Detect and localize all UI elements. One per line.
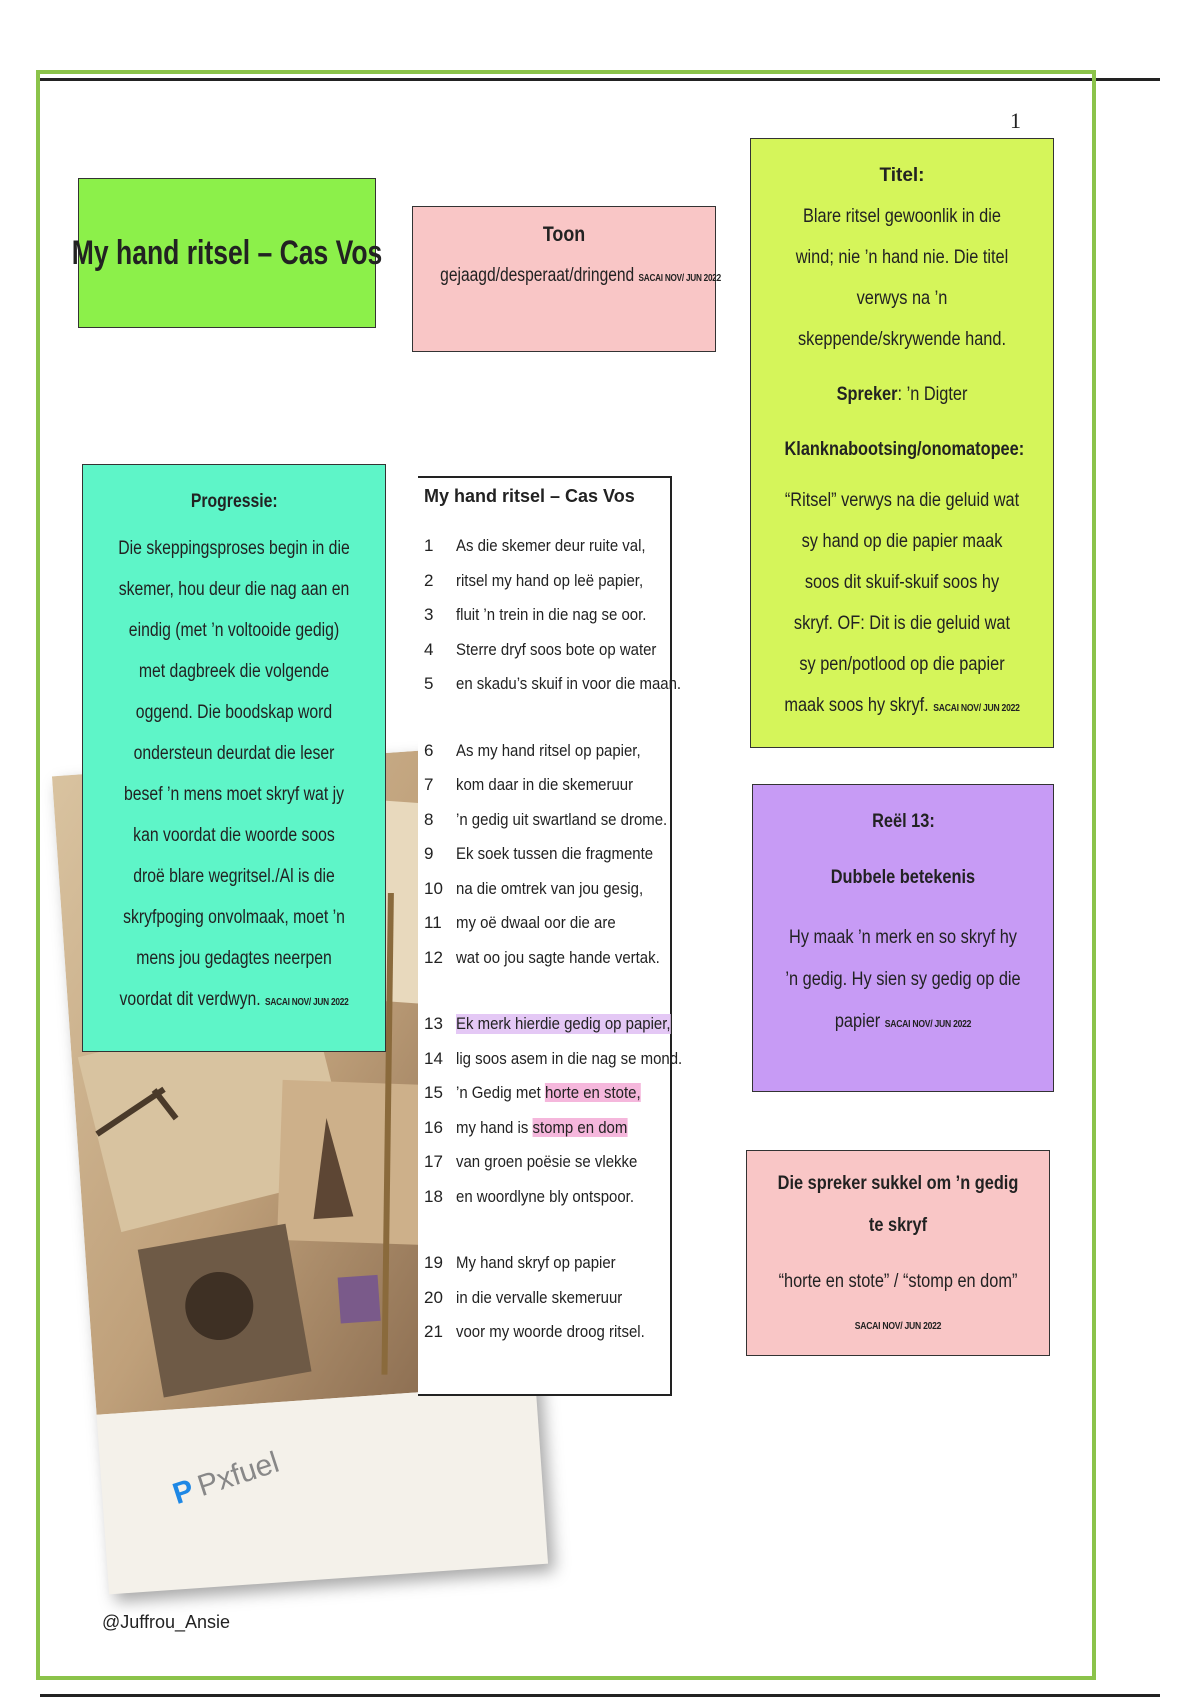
line-text: Ek soek tussen die fragmente [456, 844, 654, 864]
line-number: 21 [424, 1322, 443, 1342]
line-number: 4 [424, 639, 434, 659]
poem-line [424, 667, 682, 702]
poem-line [424, 803, 670, 838]
line-number: 1 [424, 536, 434, 556]
reel-subheading: Dubbele betekenis [830, 867, 976, 888]
line-number: 19 [424, 1253, 443, 1273]
poem-line [424, 1111, 670, 1146]
line-text: Ek merk hierdie gedig op papier, [456, 1014, 671, 1034]
toon-body: gejaagd/desperaat/dringend SACAI NOV/ JUN 2022 [440, 265, 721, 286]
line-text: my hand is stomp en dom [456, 1117, 628, 1137]
line-text: in die vervalle skemeruur [456, 1287, 623, 1307]
poem-line [424, 529, 670, 564]
line-text: en skadu’s skuif in voor die maan. [456, 674, 682, 694]
reel-body: Hy maak ’n merk en so skryf hy ’n gedig. Hy sien sy gedig op die papier SACAI NOV/ JUN 2022 [785, 927, 1021, 1032]
line-text: my oë dwaal oor die are [456, 913, 616, 933]
titel-body: Blare ritsel gewoonlik in die wind; nie ’n hand nie. Die titel verwys na ’n skeppende/skrywende hand. [795, 206, 1009, 350]
line-text: ’n Gedig met horte en stote, [456, 1083, 641, 1103]
klank-heading: Klanknabootsing/onomatopee: [784, 439, 1025, 460]
poem-line [424, 1042, 683, 1077]
line-text: As die skemer deur ruite val, [456, 536, 646, 556]
reel-source: SACAI NOV/ JUN 2022 [884, 1019, 972, 1030]
poem-line [424, 1246, 670, 1281]
line-number: 9 [424, 844, 434, 864]
titel-box [750, 138, 1054, 748]
toon-box [412, 206, 721, 352]
poem-title-box [71, 178, 383, 328]
line-number: 2 [424, 570, 434, 590]
poem-line [424, 768, 670, 803]
poem-line [424, 1180, 670, 1215]
reel-13-box [752, 784, 1054, 1092]
sukkel-heading: Die spreker sukkel om ’n gedig te skryf [777, 1173, 1019, 1236]
toon-heading: Toon [542, 223, 586, 246]
poem-line [424, 906, 670, 941]
poem-line [424, 633, 670, 668]
line-number: 18 [424, 1186, 443, 1206]
line-text: wat oo jou sagte hande vertak. [456, 947, 660, 967]
poem-text-title: My hand ritsel – Cas Vos [424, 486, 635, 506]
poem-line [424, 1007, 670, 1042]
spreker-value: : ’n Digter [897, 384, 968, 405]
stanza-gap [424, 975, 670, 1007]
spreker-label: Spreker [836, 384, 898, 405]
progressie-box [82, 464, 386, 1052]
pxfuel-logo-icon: P [168, 1473, 199, 1512]
poem-text [418, 476, 683, 1396]
titel-source: SACAI NOV/ JUN 2022 [933, 703, 1020, 714]
toon-source: SACAI NOV/ JUN 2022 [638, 273, 721, 284]
line-number: 12 [424, 947, 443, 967]
line-number: 16 [424, 1117, 443, 1137]
poem-line [424, 564, 670, 599]
poem-lines [424, 529, 683, 1350]
progressie-source: SACAI NOV/ JUN 2022 [265, 997, 349, 1008]
line-number: 13 [424, 1014, 443, 1034]
line-number: 17 [424, 1152, 443, 1172]
line-text: na die omtrek van jou gesig, [456, 878, 644, 898]
line-number: 5 [424, 674, 434, 694]
poem-line [424, 1076, 670, 1111]
stanza-gap [424, 1214, 670, 1246]
sukkel-body: “horte en stote” / “stomp en dom” SACAI NOV/ JUN 2022 [778, 1271, 1018, 1332]
line-number: 20 [424, 1287, 443, 1307]
reel-heading: Reël 13: [871, 811, 935, 832]
poem-line [424, 1281, 670, 1316]
line-text: lig soos asem in die nag se mond. [456, 1048, 683, 1068]
line-number: 3 [424, 605, 434, 625]
highlighted-phrase: horte en stote, [544, 1083, 641, 1103]
poem-line [424, 1315, 670, 1350]
page-number: 1 [1010, 108, 1021, 133]
poem-line [424, 598, 670, 633]
line-text: As my hand ritsel op papier, [456, 740, 641, 760]
titel-heading: Titel: [879, 165, 925, 186]
line-text: fluit ’n trein in die nag se oor. [456, 605, 647, 625]
line-text: en woordlyne bly ontspoor. [456, 1186, 634, 1206]
poem-line [424, 734, 670, 769]
line-text: Sterre dryf soos bote op water [456, 639, 657, 659]
progressie-heading: Progressie: [190, 491, 278, 512]
line-number: 7 [424, 775, 434, 795]
progressie-body: Die skeppingsproses begin in die skemer, hou deur die nag aan en eindig (met ’n voltooide gedig) met dagbreek die volgende oggend. Die boodskap word ondersteun deurdat die leser besef ’n mens moet skryf wat jy kan voordat die woorde soos droë blare wegritsel./Al is die skryfpoging onvolmaak, moet ’n mens jou gedagtes neerpen voordat dit verdwyn. SACAI NOV/ JUN 2022 [118, 538, 350, 1010]
highlighted-phrase: stomp en dom [532, 1117, 628, 1137]
spreker-line [765, 374, 1039, 415]
line-number: 11 [424, 913, 442, 933]
poem-line [424, 837, 670, 872]
line-number: 10 [424, 878, 443, 898]
klank-body: “Ritsel” verwys na die geluid wat sy hand op die papier maak soos dit skuif-skuif soos hy skryf. OF: Dit is die geluid wat sy pen/potlood op die papier maak soos hy skryf. SACAI NOV/ JUN 2022 [784, 490, 1020, 716]
poem-line [424, 941, 670, 976]
poem-line [424, 872, 670, 907]
bottom-rule [40, 1694, 1160, 1697]
line-number: 8 [424, 809, 434, 829]
author-handle: @Juffrou_Ansie [102, 1612, 231, 1632]
sukkel-source: SACAI NOV/ JUN 2022 [854, 1321, 942, 1332]
poem-title: My hand ritsel – Cas Vos [71, 233, 383, 272]
line-text: ’n gedig uit swartland se drome. [456, 809, 668, 829]
poem-line [424, 1145, 670, 1180]
line-text: kom daar in die skemeruur [456, 775, 634, 795]
line-number: 6 [424, 740, 434, 760]
line-number: 15 [424, 1083, 443, 1103]
line-number: 14 [424, 1048, 443, 1068]
line-text: ritsel my hand op leë papier, [456, 570, 644, 590]
line-text: voor my woorde droog ritsel. [456, 1322, 645, 1342]
line-text: My hand skryf op papier [456, 1253, 616, 1273]
pxfuel-watermark: PPxfuel [168, 1445, 284, 1512]
line-text: van groen poësie se vlekke [456, 1152, 638, 1172]
stanza-gap [424, 702, 670, 734]
sukkel-box [746, 1150, 1050, 1356]
